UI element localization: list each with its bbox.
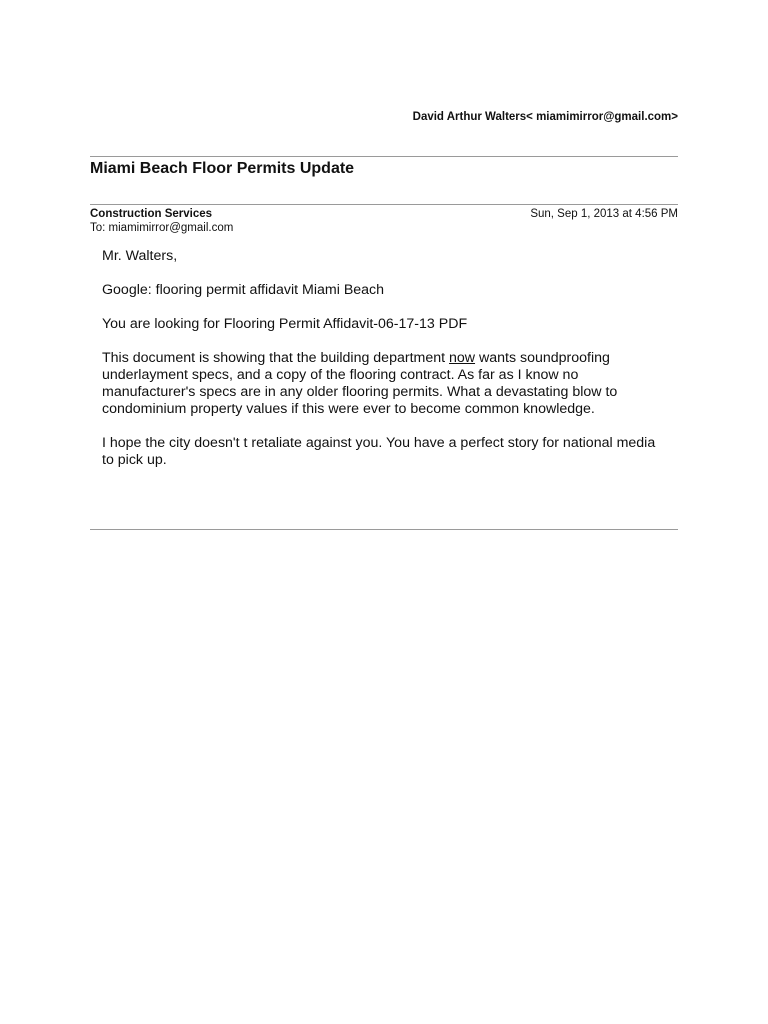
divider-bottom <box>90 529 678 530</box>
message-date: Sun, Sep 1, 2013 at 4:56 PM <box>530 208 678 220</box>
account-header <box>413 111 678 123</box>
greeting: Mr. Walters, <box>102 248 178 264</box>
paragraph-google: Google: flooring permit affidavit Miami Beach <box>102 282 385 298</box>
message-body <box>102 248 662 486</box>
paragraph-document-start: This document is showing that the building department <box>102 350 450 366</box>
account-name: David Arthur Walters <box>412 111 527 123</box>
account-email: < miamimirror@gmail.com> <box>526 111 678 123</box>
divider-top <box>90 156 678 157</box>
emphasis-now: now <box>449 350 476 366</box>
recipient-line: To: miamimirror@gmail.com <box>90 222 234 234</box>
paragraph-document-end: wants soundproofing underlayment specs, and a copy of the flooring contract. As far as I know no manufacturer's specs are in any older flooring permits. What a devastating blow to condominium property values if this were ever to become common knowledge. <box>102 350 618 417</box>
paragraph-looking: You are looking for Flooring Permit Affidavit-06-17-13 PDF <box>102 316 468 332</box>
sender-name: Construction Services <box>90 208 213 220</box>
paragraph-closing: I hope the city doesn't t retaliate against you. You have a perfect story for national media to pick up. <box>102 435 656 468</box>
email-subject: Miami Beach Floor Permits Update <box>90 160 355 177</box>
paragraph-document <box>102 350 662 418</box>
divider-subject <box>90 204 678 205</box>
